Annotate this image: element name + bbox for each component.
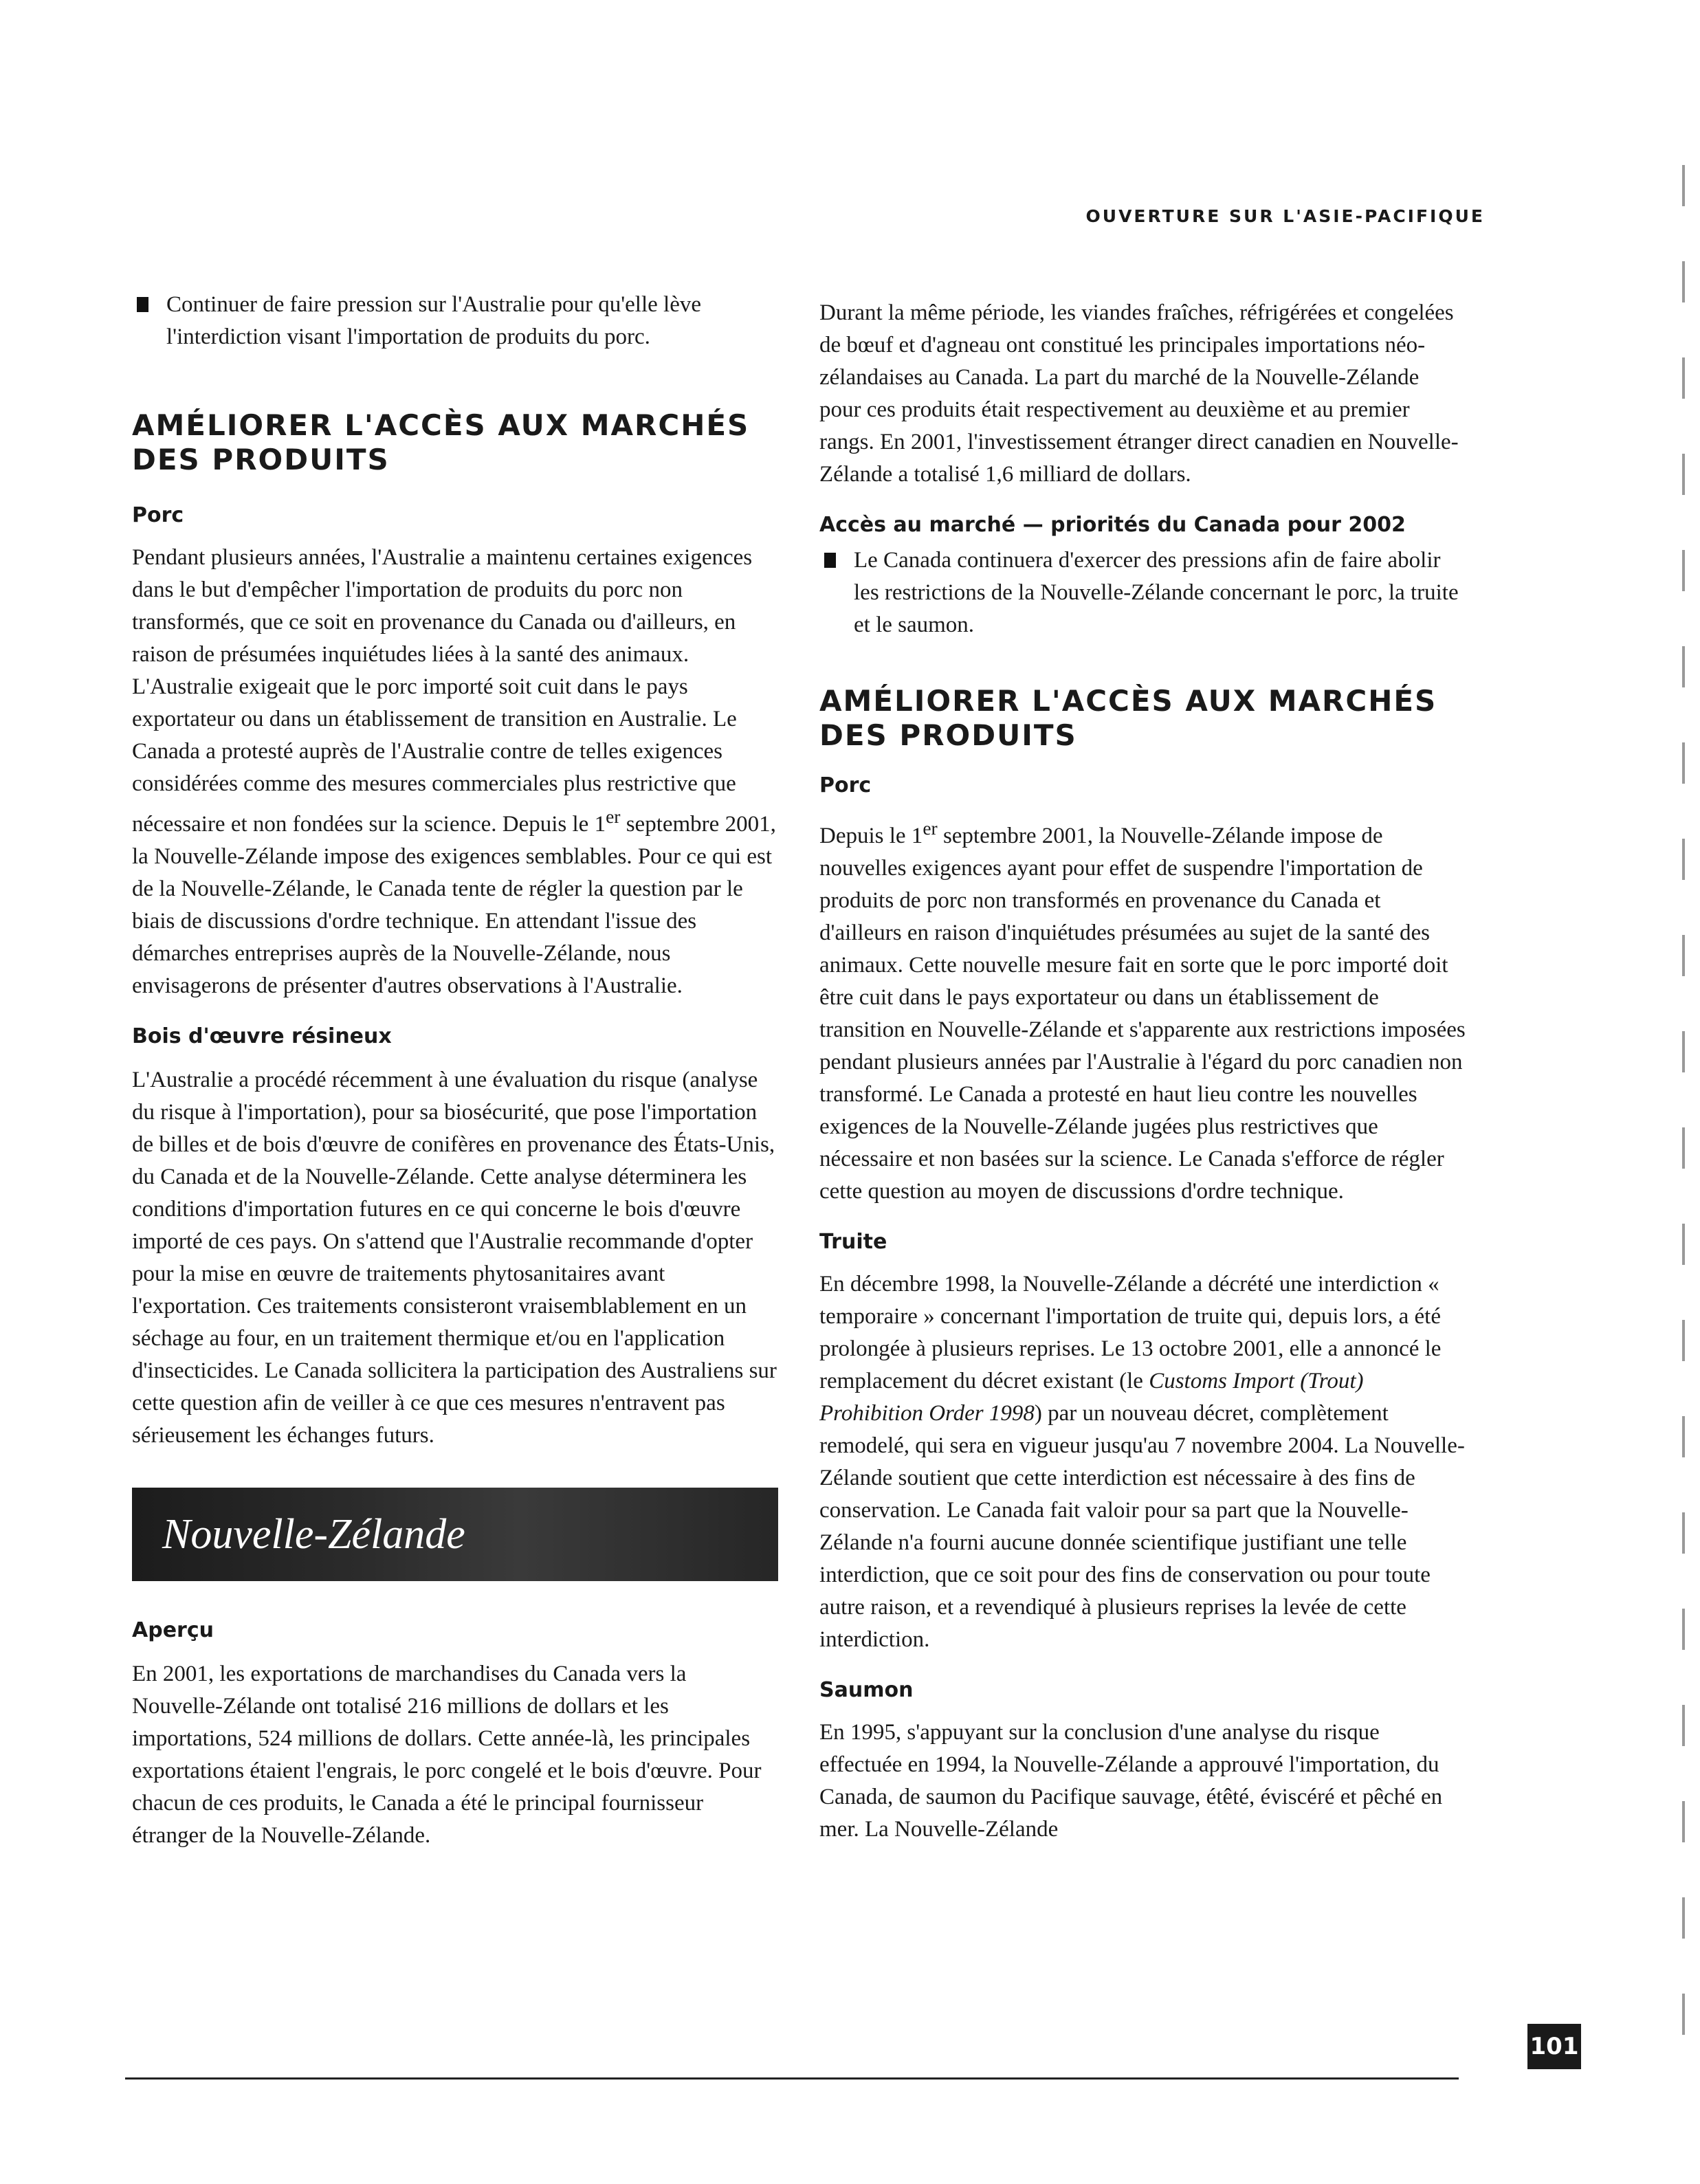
paragraph-porc: Pendant plusieurs années, l'Australie a maintenu certaines exigences dans le but d'empêcher l'importation de produits du porc non transformés, que ce soit en provenance du Canada ou d'ailleurs, en raison de présumées inquiétudes liées à la santé des animaux. L'Australie exigeait que le porc importé soit cuit dans le pays exportateur ou dans un établissement de transition en Australie. Le Canada a protesté auprès de l'Australie contre de telles exigences considérées comme des mesures commerciales plus restrictive que nécessaire et non fondées sur la science. Depuis le 1er septembre 2001, la Nouvelle-Zélande impose des exigences semblables. Pour ce qui est de la Nouvelle-Zélande, le Canada tente de régler la question par le biais de discussions d'ordre technique. En attendant l'issue des démarches entreprises auprès de la Nouvelle-Zélande, nous envisagerons de présenter d'autres observations à l'Australie. [132, 545, 776, 998]
subheading-porc: Porc [132, 503, 184, 527]
scan-edge-artifact [1682, 165, 1685, 2076]
subheading-saumon: Saumon [819, 1678, 914, 1702]
bullet-text: Continuer de faire pression sur l'Australie pour qu'elle lève l'interdiction visant l'importation de produits du porc. [166, 292, 701, 349]
country-banner-title: Nouvelle-Zélande [162, 1510, 465, 1558]
superscript: er [923, 817, 938, 839]
decree-title: Customs Import (Trout) Prohibition Order 1998 [819, 1369, 1364, 1426]
superscript: er [606, 806, 621, 827]
square-bullet-icon [824, 553, 836, 568]
left-column [132, 289, 778, 1852]
running-header: OUVERTURE SUR L'ASIE-PACIFIQUE [1085, 206, 1485, 226]
paragraph-saumon: En 1995, s'appuyant sur la conclusion d'une analyse du risque effectuée en 1994, la Nouvelle-Zélande a approuvé l'importation, du Canada, de saumon du Pacifique sauvage, étêté, éviscéré et pêché en mer. La Nouvelle-Zélande [819, 1720, 1443, 1842]
country-banner [132, 1488, 778, 1581]
subheading-truite: Truite [819, 1230, 887, 1254]
paragraph-bois: L'Australie a procédé récemment à une évaluation du risque (analyse du risque à l'importation), pour sa biosécurité, que pose l'importation de billes et de bois d'œuvre de conifères en provenance des États-Unis, du Canada et de la Nouvelle-Zélande. Cette analyse déterminera les conditions d'importation futures en ce qui concerne le bois d'œuvre importé de ces pays. On s'attend que l'Australie recommande d'opter pour la mise en œuvre de traitements phytosanitaires avant l'exportation. Ces traitements consisteront vraisemblablement en un séchage au four, en un traitement thermique et/ou en l'application d'insecticides. Le Canada sollicitera la participation des Australiens sur cette question afin de veiller à ce que ces mesures n'entravent pas sérieusement les échanges futurs. [132, 1068, 777, 1448]
subheading-apercu: Aperçu [132, 1618, 214, 1642]
page-number: 101 [1527, 2024, 1581, 2069]
right-column [819, 289, 1466, 1846]
bullet-item [132, 289, 778, 353]
subheading-porc: Porc [819, 773, 872, 797]
section-heading: AMÉLIORER L'ACCÈS AUX MARCHÉS DES PRODUITS [132, 408, 750, 476]
footer-rule [125, 2077, 1459, 2080]
paragraph-intro: Durant la même période, les viandes fraîches, réfrigérées et congelées de bœuf et d'agneau ont constitué les principales importations néo-zélandaises au Canada. La part du marché de la Nouvelle-Zélande pour ces produits était respectivement au deuxième et au premier rangs. En 2001, l'investissement étranger direct canadien en Nouvelle-Zélande a totalisé 1,6 milliard de dollars. [819, 300, 1459, 487]
subheading-priorities: Accès au marché — priorités du Canada pour 2002 [819, 513, 1406, 537]
square-bullet-icon [137, 297, 148, 312]
paragraph-porc: Depuis le 1er septembre 2001, la Nouvelle-Zélande impose de nouvelles exigences ayant pour effet de suspendre l'importation de produits de porc non transformés en provenance du Canada et d'ailleurs en raison d'inquiétudes présumées au sujet de la santé des animaux. Cette nouvelle mesure fait en sorte que le porc importé doit être cuit dans le pays exportateur ou dans un établissement de transition en Nouvelle-Zélande et s'apparente aux restrictions imposées pendant plusieurs années par l'Australie à l'égard du porc canadien non transformé. Le Canada a protesté en haut lieu contre les nouvelles exigences de la Nouvelle-Zélande jugées plus restrictives que nécessaire et non basées sur la science. Le Canada s'efforce de régler cette question au moyen de discussions d'ordre technique. [819, 817, 1466, 1204]
bullet-text: Le Canada continuera d'exercer des pressions afin de faire abolir les restrictions de la Nouvelle-Zélande concernant le porc, la truite et le saumon. [854, 548, 1459, 637]
subheading-bois: Bois d'œuvre résineux [132, 1024, 392, 1048]
bullet-item [819, 544, 1466, 641]
paragraph-apercu: En 2001, les exportations de marchandises du Canada vers la Nouvelle-Zélande ont totalisé 216 millions de dollars et les importations, 524 millions de dollars. Cette année-là, les principales exportations étaient l'engrais, le porc congelé et le bois d'œuvre. Pour chacun de ces produits, le Canada a été le principal fournisseur étranger de la Nouvelle-Zélande. [132, 1662, 762, 1848]
section-heading: AMÉLIORER L'ACCÈS AUX MARCHÉS DES PRODUITS [819, 684, 1437, 752]
paragraph-truite: En décembre 1998, la Nouvelle-Zélande a décrété une interdiction « temporaire » concernant l'importation de truite qui, depuis lors, a été prolongée à plusieurs reprises. Le 13 octobre 2001, elle a annoncé le remplacement du décret existant (le Customs Import (Trout) Prohibition Order 1998) par un nouveau décret, complètement remodelé, qui sera en vigueur jusqu'au 7 novembre 2004. La Nouvelle-Zélande soutient que cette interdiction est nécessaire à des fins de conservation. Le Canada fait valoir pour sa part que la Nouvelle-Zélande n'a fourni aucune donnée scientifique justifiant une telle interdiction, que ce soit pour des fins de conservation ou pour toute autre raison, et a revendiqué à plusieurs reprises la levée de cette interdiction. [819, 1272, 1465, 1652]
